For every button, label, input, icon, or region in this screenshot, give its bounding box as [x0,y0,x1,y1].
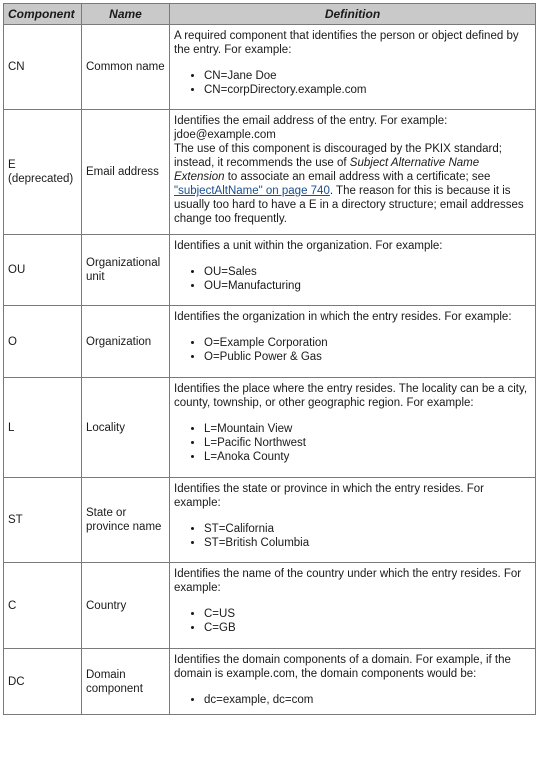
example-item: • OU=Manufacturing [204,279,531,293]
table-row [4,306,536,378]
component-cell: CN [4,25,82,110]
dn-component-table [3,3,536,715]
example-list [174,693,531,707]
header-component: Component [4,4,82,25]
definition-cell [170,110,536,235]
component-table-wrapper [3,3,536,715]
definition-text: Identifies the place where the entry resides. The locality can be a city, county, township, or other geographic region. For example: [174,383,528,409]
definition-cell [170,25,536,110]
example-item: • C=GB [204,621,531,635]
example-list [174,422,531,464]
component-cell: L [4,378,82,478]
definition-text: Identifies the name of the country under which the entry resides. For example: [174,568,522,594]
component-cell: C [4,563,82,649]
definition-text-2: The use of this component is discouraged by the PKIX standard; instead, it recommends the use of [174,143,502,169]
example-item: • ST=British Columbia [204,536,531,550]
name-cell: Locality [82,378,170,478]
component-note: (deprecated) [8,173,74,185]
definition-cell [170,649,536,715]
definition-text: Identifies the domain components of a domain. For example, if the domain is example.com, the domain components would be: [174,654,511,680]
name-cell: Country [82,563,170,649]
table-header-row [4,4,536,25]
definition-text: A required component that identifies the person or object defined by the entry. For example: [174,30,519,56]
component-cell: ST [4,478,82,563]
emphasis-text: Subject Alternative Name Extension [174,157,480,183]
name-cell: Domain component [82,649,170,715]
example-item: • OU=Sales [204,265,531,279]
definition-paragraph [174,142,531,226]
definition-text: Identifies the state or province in which the entry resides. For example: [174,483,485,509]
component-code: E [8,159,16,171]
definition-cell [170,235,536,306]
example-list [174,336,531,364]
definition-cell [170,563,536,649]
example-item: • O=Example Corporation [204,336,531,350]
definition-cell [170,478,536,563]
example-item: • O=Public Power & Gas [204,350,531,364]
example-item: • ST=California [204,522,531,536]
example-item: • dc=example, dc=com [204,693,531,707]
component-cell: O [4,306,82,378]
definition-text: Identifies the email address of the entry. For example: jdoe@example.com [174,115,448,141]
name-cell: Organization [82,306,170,378]
definition-text: Identifies the organization in which the entry resides. For example: [174,311,512,323]
name-cell: Email address [82,110,170,235]
definition-cell [170,378,536,478]
definition-text: Identifies a unit within the organization. For example: [174,240,443,252]
table-row [4,563,536,649]
table-row [4,25,536,110]
component-cell: DC [4,649,82,715]
table-row [4,649,536,715]
header-name: Name [82,4,170,25]
table-row [4,378,536,478]
definition-cell [170,306,536,378]
name-cell: State or province name [82,478,170,563]
component-cell: OU [4,235,82,306]
definition-text-2b: to associate an email address with a certificate; see [227,171,491,183]
name-cell: Common name [82,25,170,110]
definition-text-3: . The reason for this is because it is usually too hard to have a E in a directory structure; email addresses change too frequently. [174,185,524,225]
name-cell: Organizational unit [82,235,170,306]
example-item: • CN=corpDirectory.example.com [204,83,531,97]
example-list [174,607,531,635]
subjectaltname-link[interactable]: "subjectAltName" on page 740 [174,185,330,197]
table-row [4,478,536,563]
example-item: • C=US [204,607,531,621]
example-list [174,522,531,550]
example-item: • L=Mountain View [204,422,531,436]
component-cell [4,110,82,235]
example-list [174,265,531,293]
table-row [4,235,536,306]
example-item: • L=Pacific Northwest [204,436,531,450]
example-list [174,69,531,97]
header-definition: Definition [170,4,536,25]
example-item: • L=Anoka County [204,450,531,464]
table-row [4,110,536,235]
example-item: • CN=Jane Doe [204,69,531,83]
